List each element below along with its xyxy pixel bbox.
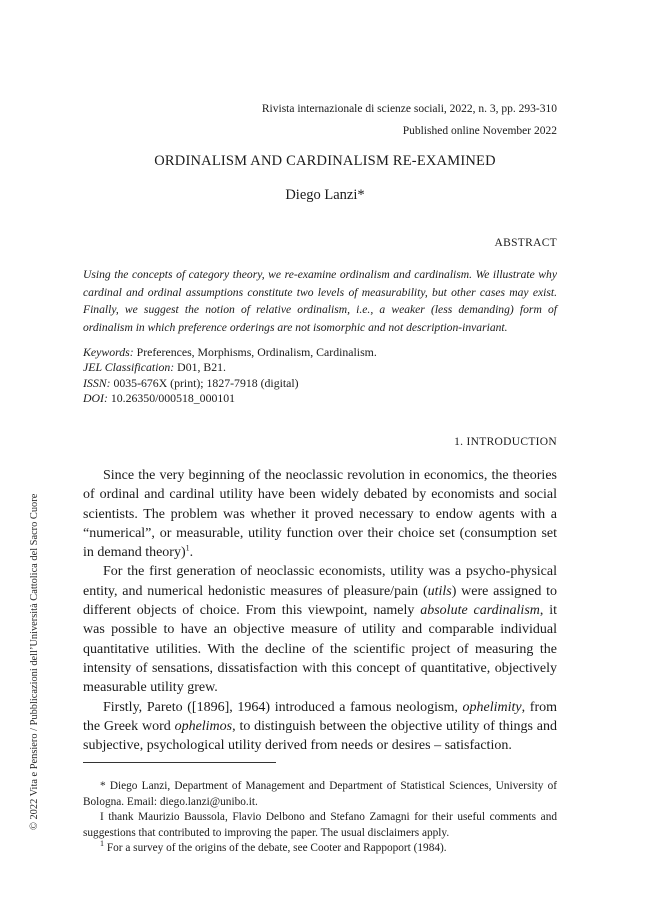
paragraph-2 [83, 562, 557, 697]
paragraph-2-c: , it was possible to have an objective measure of utility and comparable individual quantitative utilities. With the decline of the scientific project of measuring the intensity of sensations, dissatisfaction with this concept of quantitative, objectively measurable utility grew. [83, 603, 558, 696]
footnote-1-text: For a survey of the origins of the debate, see Cooter and Rappoport (1984). [104, 842, 447, 854]
abstract-text: Using the concepts of category theory, we re-examine ordinalism and cardinalism. We illustrate why cardinal and ordinal assumptions constitute two levels of measurability, but other cases may exist. Finally, we suggest the notion of relative ordinalism, i.e., a weaker (less demanding) form of ordinalism in which preference orderings are not isomorphic and not description-invariant. [83, 268, 557, 334]
jel-line [83, 360, 377, 375]
metadata-block [83, 345, 377, 407]
journal-citation: Rivista internazionale di scienze sociali, 2022, n. 3, pp. 293-310 [261, 103, 557, 115]
issn-line [83, 376, 377, 391]
keywords-line [83, 345, 377, 360]
doi-line [83, 391, 377, 406]
paragraph-2-a: For the first generation of neoclassic economists, utility was a psycho-physical entity, and numerical hedonistic measures of pleasure/pain ( [83, 564, 557, 599]
term-ophelimity: ophelimity [462, 699, 522, 715]
keywords-label: Keywords: [83, 345, 134, 359]
author-name: Diego Lanzi* [285, 187, 365, 203]
section-heading: 1. INTRODUCTION [454, 436, 557, 448]
issn-label: ISSN: [83, 375, 111, 390]
paper-title: ORDINALISM AND CARDINALISM RE-EXAMINED [154, 153, 496, 169]
paragraph-3-a: Firstly, Pareto ([1896], 1964) introduced a famous neologism, [103, 699, 463, 715]
footnote-affiliation: * Diego Lanzi, Department of Management and Department of Statistical Sciences, University of Bologna. Email: diego.lanzi@unibo.it. [83, 780, 557, 808]
paragraph-1-text: Since the very beginning of the neoclassic revolution in economics, the theories of ordinal and cardinal utility have been widely debated by economists and social scientists. The problem was whether it proved necessary to endow agents with a “numerical”, or measurable, utility function over their choice set (consumption set in demand theory) [83, 468, 557, 561]
footnote-1-marker: 1 [100, 839, 104, 849]
jel-label: JEL Classification: [83, 360, 175, 375]
abstract-heading: ABSTRACT [494, 237, 557, 249]
jel-value: D01, B21. [177, 360, 227, 375]
paragraph-1-end: . [189, 545, 194, 561]
footnote-1 [83, 841, 557, 857]
body-text [83, 466, 557, 755]
issn-value: 0035-676X (print); 1827-7918 (digital) [113, 375, 299, 390]
paragraph-2-b: ) were assigned to different objects of choice. From this viewpoint, namely [83, 583, 557, 619]
paragraph-3-b: , from the Greek word [83, 699, 558, 734]
doi-label: DOI: [83, 391, 108, 406]
footnotes [83, 779, 557, 857]
footnote-thanks: I thank Maurizio Baussola, Flavio Delbono and Stefano Zamagni for their useful comments and suggestions that contributed to improving the paper. The usual disclaimers apply. [83, 811, 557, 839]
term-utils: utils [427, 583, 452, 599]
footnote-divider [83, 762, 276, 763]
footnote-ref-1[interactable]: 1 [185, 543, 190, 553]
keywords-value: Preferences, Morphisms, Ordinalism, Cardinalism. [136, 345, 377, 359]
paragraph-3-c: , to distinguish between the objective utility of things and subjective, psychological utility derived from needs or desires – satisfaction. [83, 718, 558, 754]
term-ophelimos: ophelimos [174, 718, 233, 734]
doi-value[interactable]: 10.26350/000518_000101 [110, 391, 236, 406]
term-absolute-cardinalism: absolute cardinalism [420, 603, 540, 619]
publication-date: Published online November 2022 [402, 125, 557, 137]
paragraph-3 [83, 698, 557, 756]
copyright-text: © 2022 Vita e Pensiero / Pubblicazioni dell’Università Cattolica del Sacro Cuore [29, 493, 40, 830]
paragraph-1 [83, 466, 557, 562]
